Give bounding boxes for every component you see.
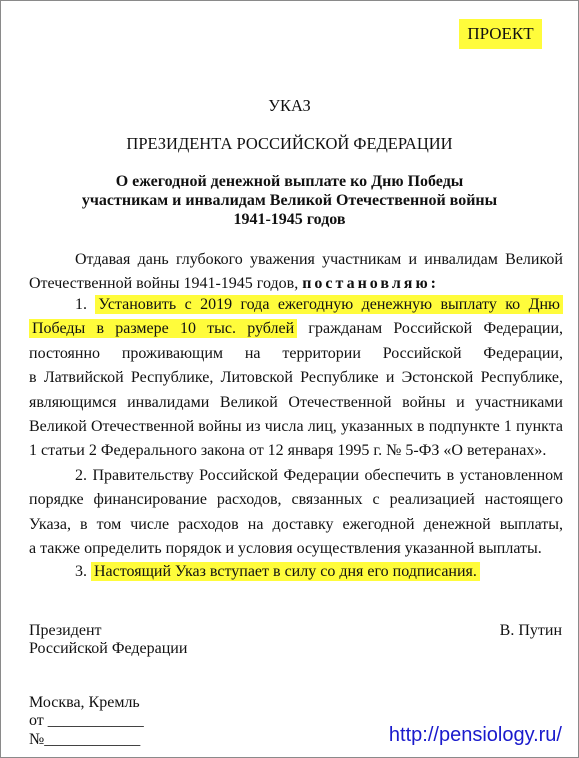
clause-1-line-2-rest: гражданам Российской Федерации, — [308, 320, 564, 338]
clause-1 — [29, 293, 563, 464]
number-line: №____________ — [29, 731, 141, 748]
clause-1-line-2 — [29, 317, 563, 341]
clause-3-line-1 — [29, 560, 563, 584]
clause-3 — [29, 560, 563, 584]
title-line-2: участникам и инвалидам Великой Отечественной войны — [81, 192, 498, 209]
clause-1-line-5: являющимся инвалидами Великой Отечественной войны и участниками — [29, 393, 563, 411]
decree-word: постановляю: — [302, 275, 439, 293]
clause-3-number: 3. — [75, 563, 87, 580]
draft-stamp: ПРОЕКТ — [459, 19, 542, 49]
signatory-name: В. Путин — [499, 622, 562, 639]
clause-1-line-6: Великой Отечественной войны из числа лиц, указанных в подпункте 1 пункта — [29, 417, 563, 435]
place: Москва, Кремль — [29, 694, 140, 711]
clause-1-highlight-2: Победы в размере 10 тыс. рублей — [29, 319, 297, 338]
title-line-3: 1941-1945 годов — [233, 211, 346, 228]
clause-1-line-1 — [29, 293, 563, 317]
title-line-1: О ежегодной денежной выплате ко Дню Победы — [115, 173, 464, 190]
clause-2-line-1: 2. Правительству Российской Федерации обеспечить в установленном — [75, 467, 563, 484]
clause-2 — [29, 464, 563, 562]
president-heading: ПРЕЗИДЕНТА РОССИЙСКОЙ ФЕДЕРАЦИИ — [126, 134, 453, 153]
signatory-title-1: Президент — [29, 622, 102, 639]
watermark-link[interactable]: http://pensiology.ru/ — [388, 724, 562, 746]
clause-1-line-4: в Латвийской Республике, Литовской Республике и Эстонской Республике, — [29, 369, 563, 387]
signatory-title-2: Российской Федерации — [29, 640, 188, 657]
clause-1-line-7: 1 статьи 2 Федерального закона от 12 января 1995 г. № 5-ФЗ «О ветеранах». — [29, 442, 547, 460]
clause-1-highlight-1: Установить с 2019 года ежегодную денежную выплату ко Дню — [95, 295, 563, 314]
date-line: от ____________ — [29, 712, 144, 729]
clause-2-line-4: а также определить порядок и условия осуществления указанной выплаты. — [29, 540, 542, 558]
preamble-line-1: Отдавая дань глубокого уважения участникам и инвалидам Великой — [75, 251, 563, 268]
clause-1-line-3: постоянно проживающим на территории Российской Федерации, — [29, 344, 563, 362]
preamble-text: Отечественной войны 1941-1945 годов, — [29, 275, 299, 293]
clause-3-highlight: Настоящий Указ вступает в силу со дня его подписания. — [91, 562, 480, 581]
decree-heading: УКАЗ — [268, 96, 311, 115]
clause-2-line-3: Указа, в том числе расходов на доставку ежегодной денежной выплаты, — [29, 515, 563, 533]
clause-2-line-2: порядке финансирование расходов, связанных с реализацией настоящего — [29, 491, 563, 509]
preamble — [29, 248, 563, 297]
clause-1-number: 1. — [75, 296, 87, 313]
